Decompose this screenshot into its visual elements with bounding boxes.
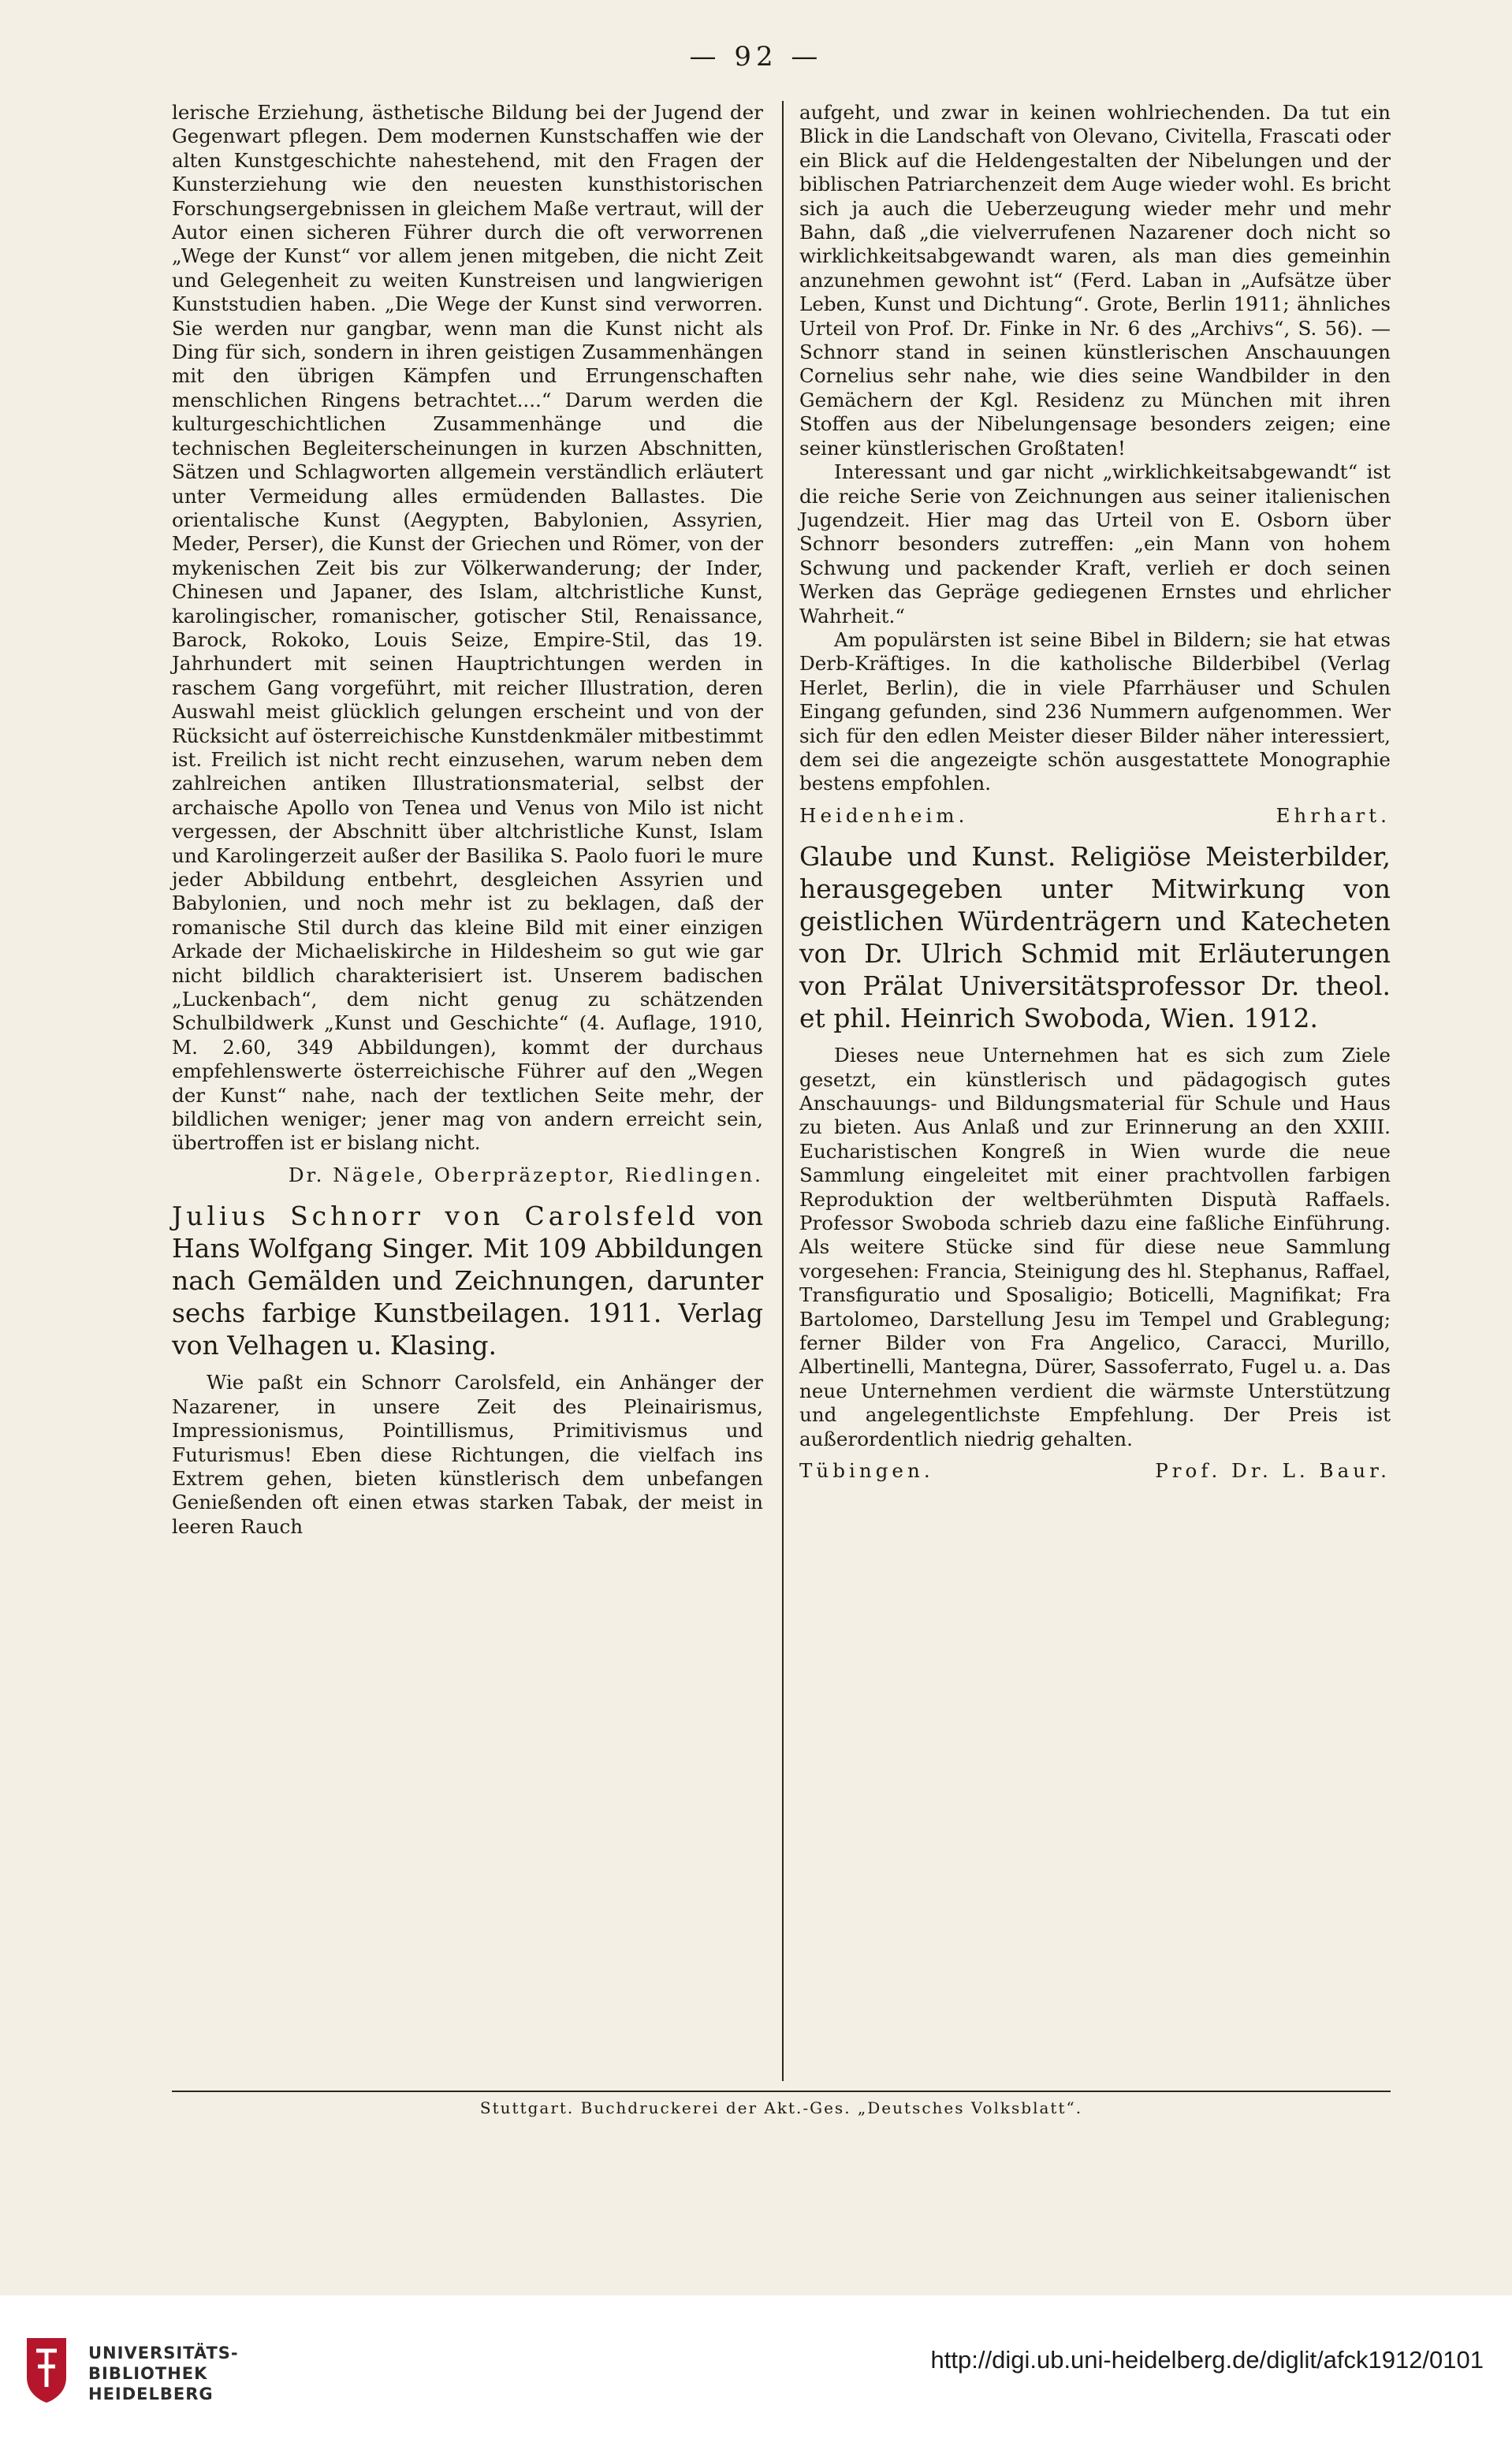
review-3-title: Glaube und Kunst. Religiöse Meisterbilder, herausgegeben unter Mitwirkung von geistlichen Würdenträgern und Katecheten von Dr. Ulrich Schmid mit Erläuterungen von Prälat Universitätsprofessor Dr. theol. et phil. Heinrich Swoboda, Wien. 1912. (799, 841, 1391, 1034)
right-column (799, 101, 1391, 1496)
printer-rule (172, 2091, 1391, 2092)
review-2-signature-name: Ehrhart. (1276, 803, 1391, 827)
review-2-continuation-3: Am populärsten ist seine Bibel in Bildern; sie hat etwas Derb-Kräftiges. In die katholische Bilderbibel (Verlag Herlet, Berlin), die in viele Pfarrhäuser und Schulen Eingang gefunden, sind 236 Nummern aufgenommen. Wer sich für den edlen Meister dieser Bilder näher interessiert, dem sei die angezeigte schön ausgestattete Monographie bestens empfohlen. (799, 627, 1391, 795)
library-name-line-1: UNIVERSITÄTS- (88, 2344, 239, 2362)
review-2-title-author: Julius Schnorr von Carolsfeld (172, 1201, 699, 1232)
review-2-signature-place: Heidenheim. (799, 803, 969, 827)
printer-imprint: Stuttgart. Buchdruckerei der Akt.-Ges. „Deutsches Volksblatt“. (479, 2098, 1083, 2117)
review-1-text: lerische Erziehung, ästhetische Bildung bei der Jugend der Gegenwart pflegen. Dem modernen Kunstschaffen wie der alten Kunstgeschichte nahestehend, mit den Fragen der Kunsterziehung wie den neuesten kunsthistorischen Forschungsergebnissen in gleichem Maße vertraut, will der Autor einen sicheren Führer durch die oft verworrenen „Wege der Kunst“ vor allem jenen mitgeben, die nicht Zeit und Gelegenheit zu weiten Kunstreisen und langwierigen Kunststudien haben. „Die Wege der Kunst sind verworren. Sie werden nur gangbar, wenn man die Kunst nicht als Ding für sich, sondern in ihren geistigen Zusammenhängen mit den übrigen Kämpfen und Errungenschaften menschlichen Ringens betrachtet....“ Darum werden die kulturgeschichtlichen Zusammenhänge und die technischen Begleiterscheinungen in kurzen Abschnitten, Sätzen und Schlagworten allgemein verständlich erläutert unter Vermeidung alles ermüdenden Ballastes. Die orientalische Kunst (Aegypten, Babylonien, Assyrien, Meder, Perser), die Kunst der Griechen und Römer, von der mykenischen Zeit bis zur Völkerwanderung; der Inder, Chinesen und Japaner, des Islam, altchristliche Kunst, karolingischer, romanischer, gotischer Stil, Renaissance, Barock, Rokoko, Louis Seize, Empire-Stil, das 19. Jahrhundert mit seinen Hauptrichtungen werden in raschem Gang vorgeführt, mit reicher Illustration, deren Auswahl meist glücklich gelungen erscheint und von der Rücksicht auf österreichische Kunstdenkmäler mitbestimmt ist. Freilich ist nicht recht einzusehen, warum neben dem zahlreichen antiken Illustrationsmaterial, selbst der archaische Apollo von Tenea und Venus von Milo ist nicht vergessen, der Abschnitt über altchristliche Kunst, Islam und Karolingerzeit außer der Basilika S. Paolo fuori le mure jeder Abbildung entbehrt, desgleichen Assyrien und Babylonien, und noch mehr ist zu beklagen, daß der romanische Stil durch das kleine Bild mit einer einzigen Arkade der Michaeliskirche in Hildesheim so gut wie gar nicht bildlich charakterisiert ist. Unserem badischen „Luckenbach“, dem nicht genug zu schätzenden Schulbildwerk „Kunst und Geschichte“ (4. Auflage, 1910, M. 2.60, 349 Abbildungen), kommt der durchaus empfehlenswerte österreichische Führer auf den „Wegen der Kunst“ nahe, nach der textlichen Seite mehr, der bildlichen weniger; jener mag von andern erreicht sein, übertroffen ist er bislang nicht. (172, 101, 763, 1155)
left-column (172, 101, 763, 1539)
review-3-text: Dieses neue Unternehmen hat es sich zum Ziele gesetzt, ein künstlerisch und pädagogisch gutes Anschauungs- und Bildungsmaterial für Schule und Haus zu bieten. Aus Anlaß und zur Erinnerung an den XXIII. Eucharistischen Kongreß in Wien wurde die neue Sammlung eingeleitet mit einer prachtvollen farbigen Reproduktion der weltberühmten Disputà Raffaels. Professor Swoboda schrieb dazu eine faßliche Einführung. Als weitere Stücke sind für diese neue Sammlung vorgesehen: Francia, Steinigung des hl. Stephanus, Raffael, Transfiguratio und Sposaligio; Boticelli, Magnifikat; Fra Bartolomeo, Darstellung Jesu im Tempel und Grablegung; ferner Bilder von Fra Angelico, Caracci, Murillo, Albertinelli, Mantegna, Dürer, Sassoferrato, Fugel u. a. Das neue Unternehmen verdient die wärmste Unterstützung und angelegentlichste Empfehlung. Der Preis ist außerordentlich niedrig gehalten. (799, 1044, 1391, 1450)
library-name-line-2: BIBLIOTHEK (88, 2364, 208, 2383)
library-name-line-3: HEIDELBERG (88, 2385, 214, 2403)
library-logo-icon (24, 2335, 69, 2404)
page-number: — 92 — (689, 41, 823, 73)
review-1-signature (172, 1164, 763, 1187)
review-3-signature-place: Tübingen. (799, 1459, 934, 1483)
review-2-continuation-2: Interessant und gar nicht „wirklichkeitsabgewandt“ ist die reiche Serie von Zeichnungen aus seiner italienischen Jugendzeit. Hier mag das Urteil von E. Osborn über Schnorr besonders zutreffen: „ein Mann von hohem Schwung und packender Kraft, verlieh er doch seinen Werken das Gepräge gediegenen Ernstes und ehrlicher Wahrheit.“ (799, 460, 1391, 627)
library-footer (0, 2295, 1512, 2450)
column-divider (782, 101, 784, 2081)
review-3-signature-name: Prof. Dr. L. Baur. (1155, 1459, 1391, 1483)
review-2-text: Wie paßt ein Schnorr Carolsfeld, ein Anhänger der Nazarener, in unsere Zeit des Pleinairismus, Impressionismus, Pointillismus, Primitivismus und Futurismus! Eben diese Richtungen, die vielfach ins Extrem gehen, bieten künstlerisch dem unbefangen Genießenden oft einen etwas starken Tabak, der meist in leeren Rauch (172, 1371, 763, 1538)
permalink-url[interactable]: http://digi.ub.uni-heidelberg.de/diglit/afck1912/0101 (930, 2346, 1484, 2374)
review-2-signature (799, 804, 1391, 828)
library-name (88, 2343, 239, 2404)
review-1-signature-text: Dr. Nägele, Oberpräzeptor, Riedlingen. (288, 1163, 763, 1186)
review-3-signature (799, 1459, 1391, 1483)
review-2-title (172, 1200, 763, 1361)
review-2-continuation-1: aufgeht, und zwar in keinen wohlriechenden. Da tut ein Blick in die Landschaft von Olevano, Civitella, Frascati oder ein Blick auf die Heldengestalten der Nibelungen und der biblischen Patriarchenzeit dem Auge wieder wohl. Es bricht sich ja auch die Ueberzeugung wieder mehr und mehr Bahn, daß „die vielverrufenen Nazarener doch nicht so wirklichkeitsabgewandt waren, als man dies gemeinhin anzunehmen gewohnt ist“ (Ferd. Laban in „Aufsätze über Leben, Kunst und Dichtung“. Grote, Berlin 1911; ähnliches Urteil von Prof. Dr. Finke in Nr. 6 des „Archivs“, S. 56). — Schnorr stand in seinen künstlerischen Anschauungen Cornelius sehr nahe, wie dies seine Wandbilder in den Gemächern der Kgl. Residenz zu München mit ihren Stoffen aus der Nibelungensage besonders zeigen; eine seiner künstlerischen Großtaten! (799, 101, 1391, 460)
review-2-title-rest: von Hans Wolfgang Singer. Mit 109 Abbildungen nach Gemälden und Zeichnungen, darunter sechs farbige Kunstbeilagen. 1911. Verlag von Velhagen u. Klasing. (172, 1201, 763, 1361)
